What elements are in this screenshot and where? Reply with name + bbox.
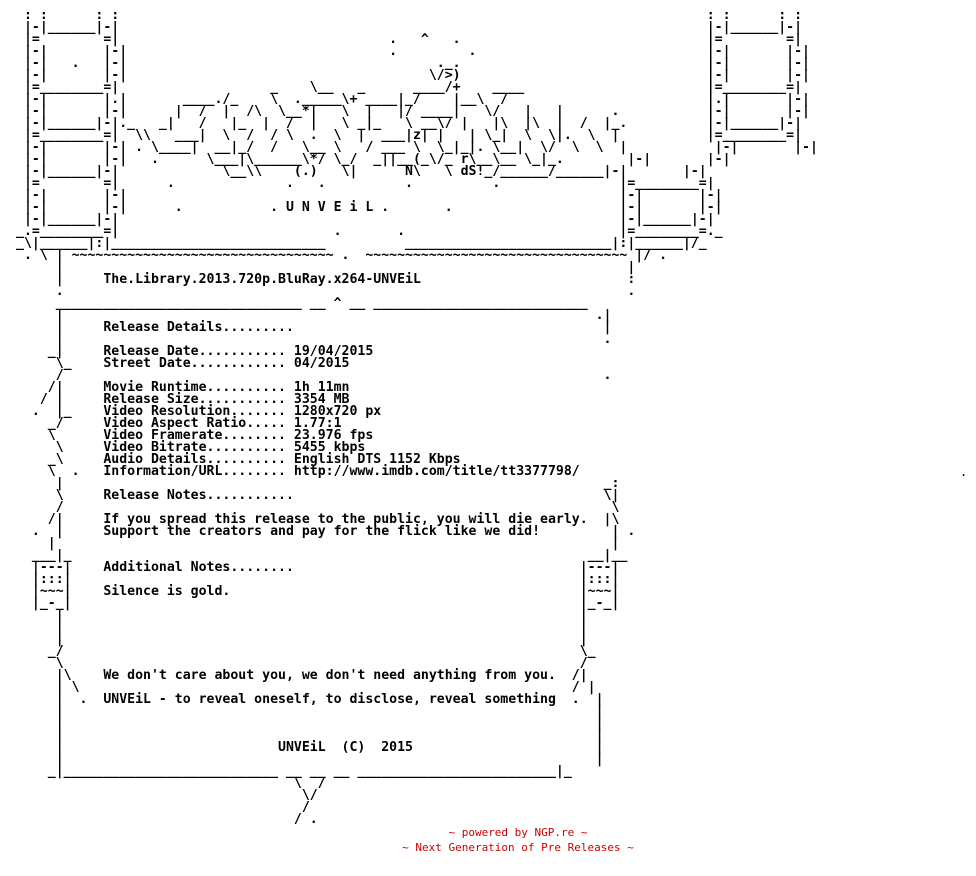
tagline: ~ Next Generation of Pre Releases ~ (402, 841, 634, 854)
nfo-ascii-art: : : : : : : : : |-|______|-| |-|______|-| |= =| . ^ . |= =| |-| |-| . . |-| |-| |-| . |-| ._. |-| |-| |-| |-| \/>) |-| |-| |=________=| _ \__ _ ____/+ ____ |=________=| |-| |.| ____./_ \ ._____\+ ____|_/ |__\ / |.| |-| |-| |-| | / | /\ \__*| \ | |/ ____| \/ | | . |-| |-| |-|______|-|._ _| / |_ | / | \ _|_ \ __\/ | |\ |\ | / |_. |-|______|-| |=________=| \\ ___| \ / / \ . \ | ___|z| | | \_| \ \|. \ | |=________=| |-| |-| . \____| __|_/ / \__ \ / ___ \ \_|_|. \__| \/ \ \ | |-| |-| |-| |-| . \___|\______\*/ \_/ _||__(_\/_ r\__\__ \_|_. |-| |-| |-|______|-| \__\\ (.) \| N\ \ dS!_/______/______|-| |-| |= =| . . . . . |=________=| |-| |-| |-| |-| |-| |-| . . U N V E i L . . |-| |-| |-|______|-| |-|______|-| _.=________=| . . |=________=._ _\|______|:|___________________________ __________________________|:|______|/_ . \ | ~~~~~~~~~~~~~~~~~~~~~~~~~~~~~~~~~ . ~~~~~~~~~~~~~~~~~~~~~~~~~~~~~~~~~ |/ . | | | The.Library.2013.720p.BluRay.x264-UNVEiL : . . _______________________________ __ ^ __ ___________________________ | .| | Release Details......... | | . _| Release Date........... 19/04/2015 \_ Street Date............ 04/2015 / . /| Movie Runtime.......... 1h 11mn / | Release Size........... 3354 MB . |_ Video Resolution....... 1280x720 px _/ Video Aspect Ratio..... 1.77:1 \ Video Framerate........ 23.976 fps \ Video Bitrate.......... 5455 kbps _\ Audio Details.......... English DTS 1152 Kbps \ . Information/URL........ http://www.imdb.com/title/tt3377798/ | _: \ Release Notes........... \| / \ /| If you spread this release to the public, you will die early. |\ . | Support the creators and pay for the flick like we did! | . | | ___|_ __|__ |---| Additional Notes........ |---| |:::| |:::| |~~~| Silence is gold. |~~~| |_-_| |_-_| | | | | | | _/ \_ \ / |\ We don't care about you, we don't need anything from you. /| | \ / | | . UNVEiL - to reveal oneself, to disclose, reveal something . | | | | | | | | UNVEiL (C) 2015 | | | _|___________________________ __ __ __ _________________________|_ \ / \/ / / . (16, 8, 818, 827)
powered-by-line: ~ powered by NGP.re ~ (448, 826, 588, 839)
stray-dot: . (960, 465, 968, 479)
footer (0, 825, 976, 855)
